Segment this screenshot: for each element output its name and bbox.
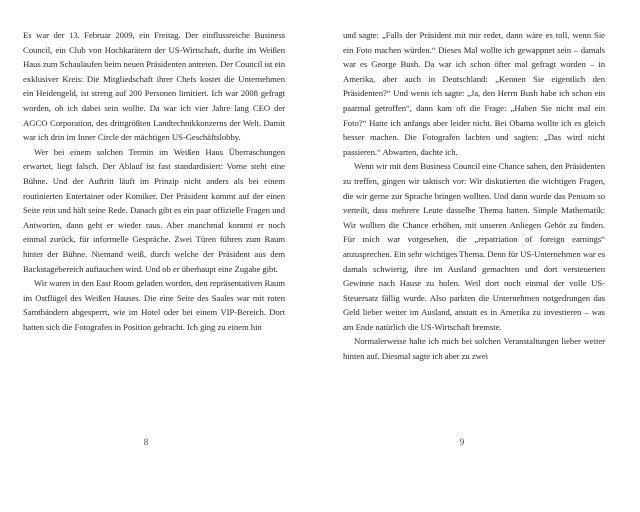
paragraph: und sagte: „Falls der Präsident mit mir redet, dann wäre es toll, wenn Sie ein Foto machen würden.“ Dieses Mal wollte ich gewappnet sein – damals war es George Bush. Da war ich schon öfter mal gefragt worden – in Amerika, aber auch in Deutschland: „Kennen Sie eigentlich den Präsidenten?“ Und wenn ich sagte: „Ja, den Herrn Bush habe ich schon ein paarmal getroffen“, dann kam oft die Frage: „Haben Sie nicht mal ein Foto?“ Hatte ich anfangs aber leider nicht. Bei Obama wollte ich es gleich besser machen. Die Fotografen lachten und sagten: „Das wird nicht passieren.“ Abwarten, dachte ich.	[343, 30, 605, 157]
page-number-left: 8	[143, 437, 149, 447]
paragraph: Wir waren in den East Room geladen worden, den repräsentativen Raum im Ostflügel des Weißen Hauses. Die eine Seite des Saales war mit roten Samtbändern abgesperrt, wie im Hotel oder bei einem VIP-Bereich. Dort hatten sich die Fotografen in Position gebracht. Ich ging zu einem hin	[23, 278, 285, 332]
paragraph: Normalerweise halte ich mich bei solchen Veranstaltungen lieber weiter hinten auf. Diesmal sagte ich aber zu zwei	[343, 336, 605, 362]
paragraph: Es war der 13. Februar 2009, ein Freitag. Der einflussreiche Business Council, ein Club von Hochkarätern der US-Wirtschaft, durfte im Weißen Haus zum Schaulaufen beim neuen Präsidenten antreten. Der Council ist ein exklusiver Kreis: Die Mitgliedschaft ihrer Chefs kostet die Unternehmen ein Heidengeld, ist streng auf 200 Personen limitiert. Ich war 2008 gefragt worden, ob ich dabei sein wollte. Da war ich vier Jahre lang CEO der AGCO Corporation, des drittgrößten Landtechnikkonzerns der Welt. Damit war ich drin im Inner Circle der mächtigen US-Geschäftslobby.	[23, 30, 285, 143]
paragraph: Wer bei einem solchen Termin im Weißen Haus Überraschungen erwartet, liegt falsch. Der Ablauf ist fast standardisiert: Vorne steht eine Bühne. Und der Auftritt läuft im Prinzip nicht anders als bei einem routinierten Entertainer oder Komiker. Der Präsident kommt auf der einen Seite rein und hält seine Rede. Danach gibt es ein paar offizielle Fragen und Antworten, dann geht er wieder raus. Aber manchmal kommt er noch einmal zurück, für informelle Gespräche. Zwei Türen führen zum Raum hinter der Bühne. Niemand weiß, durch welche der Präsident aus dem Backstagebereich auftauchen wird. Und ob er überhaupt eine Zugabe gibt.	[23, 146, 285, 274]
left-page	[23, 28, 285, 334]
page-number-right: 9	[459, 437, 465, 447]
right-page	[343, 28, 605, 364]
paragraph: Wenn wir mit dem Business Council eine Chance sahen, den Präsidenten zu treffen, gingen wir taktisch vor: Wir diskutierten die wichtigen Fragen, die wir gerne zur Sprache bringen wollten. Und dann wurde das Pensum so verteilt, dass mehrere Leute dasselbe Thema hatten. Simple Mathematik: Wir wollten die Chance erhöhen, mit unseren Anliegen Gehör zu finden. Für mich war vorgesehen, die „repatriation of foreign earnings“ anzusprechen. Ein sehr wichtiges Thema. Denn für US-Unternehmen war es damals schwierig, ihre im Ausland gemachten und dort versteuerten Gewinne nach Hause zu holen. Weil dort noch einmal der volle US-Steuersatz fällig wurde. Also parkten die Unternehmen notgedrungen das Geld lieber weiter im Ausland, anstatt es in Amerika zu investieren – was am Ende natürlich die US-Wirtschaft bremste.	[343, 161, 605, 332]
